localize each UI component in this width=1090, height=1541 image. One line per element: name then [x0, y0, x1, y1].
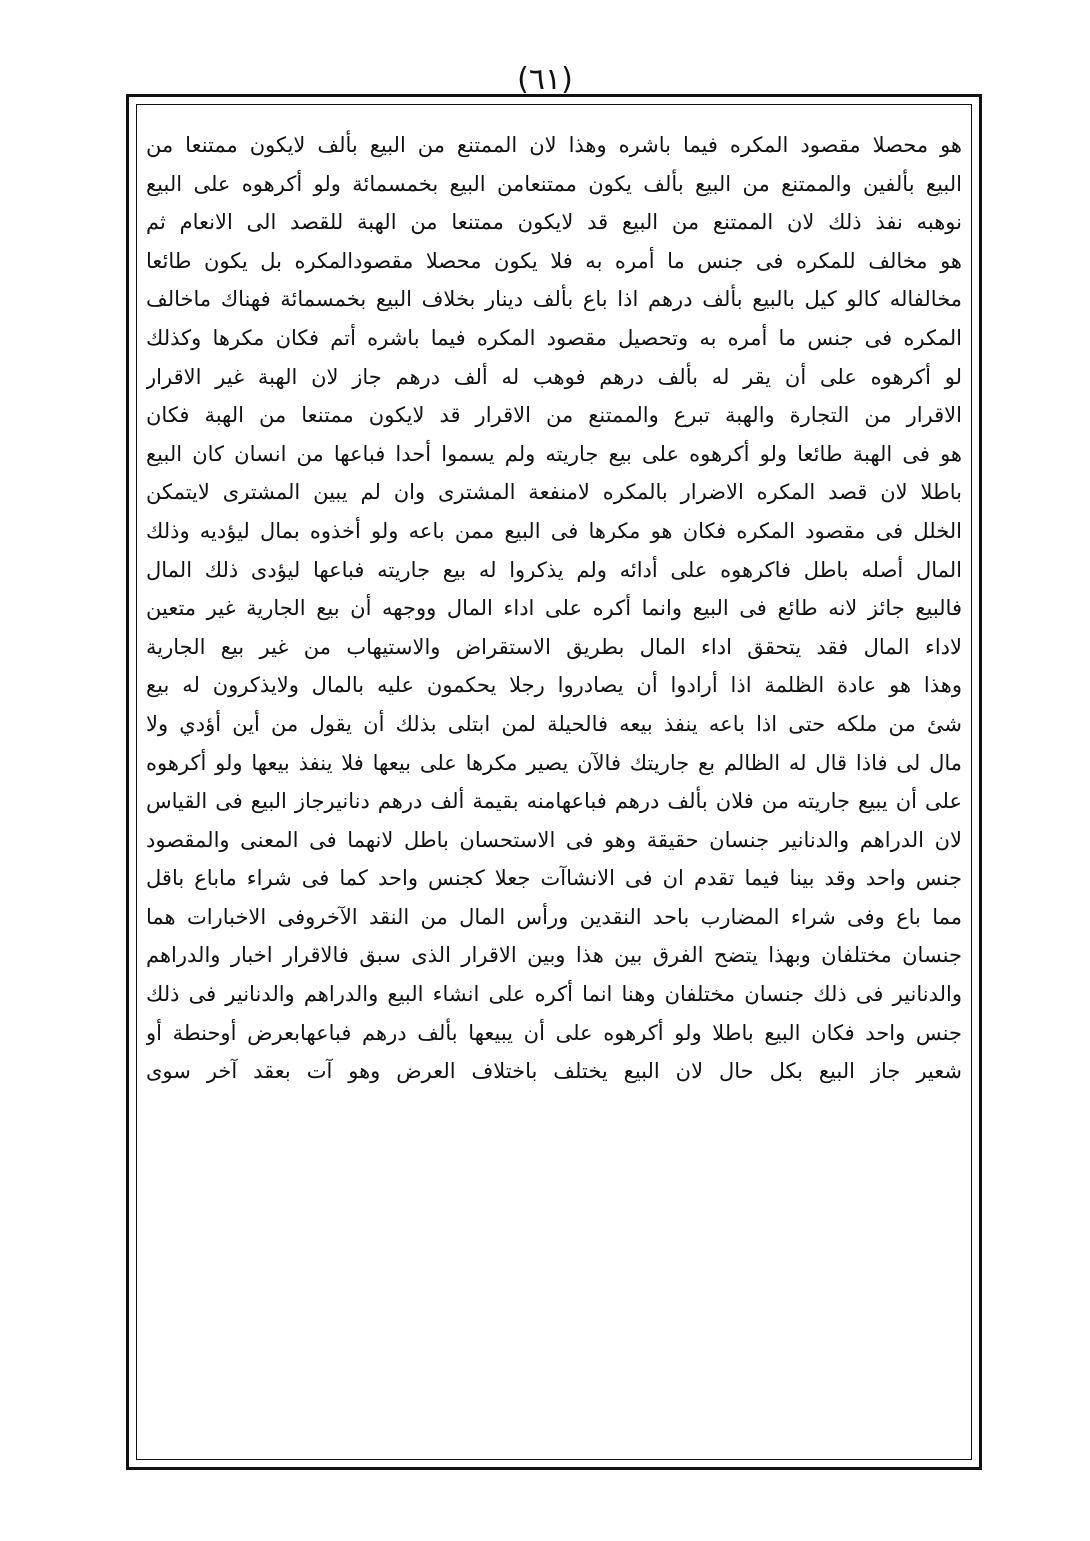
text-line: شعير جاز البيع بكل حال لان البيع يختلف باختلاف العرض وهو آت بعقد آخر سوى	[146, 1059, 962, 1084]
text-line: هو فى الهبة طائعا ولو أكرهوه على بيع جاريته ولم يسموا أحدا فباعها من انسان كان البيع	[146, 441, 962, 466]
text-line: والدنانير فى ذلك جنسان مختلفان وهنا انما أكره على انشاء البيع والدراهم والدنانير فى ذلك	[146, 982, 962, 1007]
text-line: المال أصله باطل فاكرهوه على أدائه ولم يذكروا له بيع جاريته فباعها ليؤدى ذلك المال	[146, 557, 962, 582]
text-line: هو محصلا مقصود المكره فيما باشره وهذا لان الممتنع من البيع بألف لايكون ممتنعا من	[146, 133, 962, 157]
text-line: شئ من ملكه حتى اذا باعه ينفذ بيعه فالحيلة لمن ابتلى بذلك أن يقول من أين أؤدي ولا	[146, 711, 962, 736]
text-line: لان الدراهم والدنانير جنسان حقيقة وهو فى الاستحسان باطل لانهما فى المعنى والمقصود	[146, 827, 962, 852]
text-line: هو مخالف للمكره فى جنس ما أمره به فلا يكون محصلا مقصودالمكره بل يكون طائعا	[146, 248, 962, 273]
text-line: البيع بألفين والممتنع من البيع بألف يكون ممتنعامن البيع بخمسمائة ولو أكرهوه على البيع	[146, 171, 962, 196]
text-line: لاداء المال فقد يتحقق اداء المال بطريق الاستقراض والاستيهاب من غير بيع الجارية	[146, 634, 962, 659]
text-line: على أن يبيع جاريته من فلان بألف درهم فباعهامنه بقيمة ألف درهم دنانيرجاز البيع فى القياس	[146, 789, 962, 814]
text-line: جنس واحد وقد بينا فيما تقدم ان فى الانشاآت جعلا كجنس واحد كما فى شراء ماباع باقل	[146, 866, 962, 891]
text-line: فالبيع جائز لانه طائع فى البيع وانما أكره على اداء المال ووجهه أن بيع الجارية غير متعين	[146, 596, 962, 621]
body-text	[146, 126, 962, 1446]
text-line: جنس واحد فكان البيع باطلا ولو أكرهوه على أن يبيعها بألف درهم فباعهابعرض أوحنطة أو	[146, 1020, 962, 1045]
text-line: جنسان مختلفان وبهذا يتضح الفرق بين هذا وبين الاقرار الذى سبق فالاقرار اخبار والدراهم	[146, 943, 962, 968]
page-number: (٦١)	[517, 62, 573, 97]
text-line: مما باع وفى شراء المضارب باحد النقدين ورأس المال من النقد الآخروفى الاخبارات هما	[146, 904, 962, 929]
text-line: لو أكرهوه على أن يقر له بألف درهم فوهب له ألف درهم جاز لان الهبة غير الاقرار	[146, 364, 962, 389]
text-line: وهذا هو عادة الظلمة اذا أرادوا أن يصادروا رجلا يحكمون عليه بالمال ولايذكرون له بيع	[146, 673, 962, 698]
text-line: نوهبه نفذ ذلك لان الممتنع من البيع قد لايكون ممتنعا من الهبة للقصد الى الانعام ثم	[146, 210, 962, 235]
text-line: الخلل فى مقصود المكره فكان هو مكرها فى البيع ممن باعه ولو أخذوه بمال ليؤديه وذلك	[146, 518, 962, 543]
text-line: مخالفاله كالو كيل بالبيع بألف درهم اذا باع بألف دينار بخلاف البيع بخمسمائة فهناك ماخالف	[146, 287, 962, 312]
text-line: باطلا لان قصد المكره الاضرار بالمكره لامنفعة المشترى وان لم يبين المشترى لايتمكن	[146, 480, 962, 505]
text-line: الاقرار من التجارة والهبة تبرع والممتنع من الاقرار قد لايكون ممتنعا من الهبة فكان	[146, 403, 962, 428]
text-line: مال لى فاذا قال له الظالم بع جاريتك فالآن يصير مكرها على بيعها فلا ينفذ بيعها ولو أكرهوه	[146, 750, 962, 775]
text-line: المكره فى جنس ما أمره به وتحصيل مقصود المكره فيما باشره أتم فكان مكرها وكذلك	[146, 325, 962, 350]
